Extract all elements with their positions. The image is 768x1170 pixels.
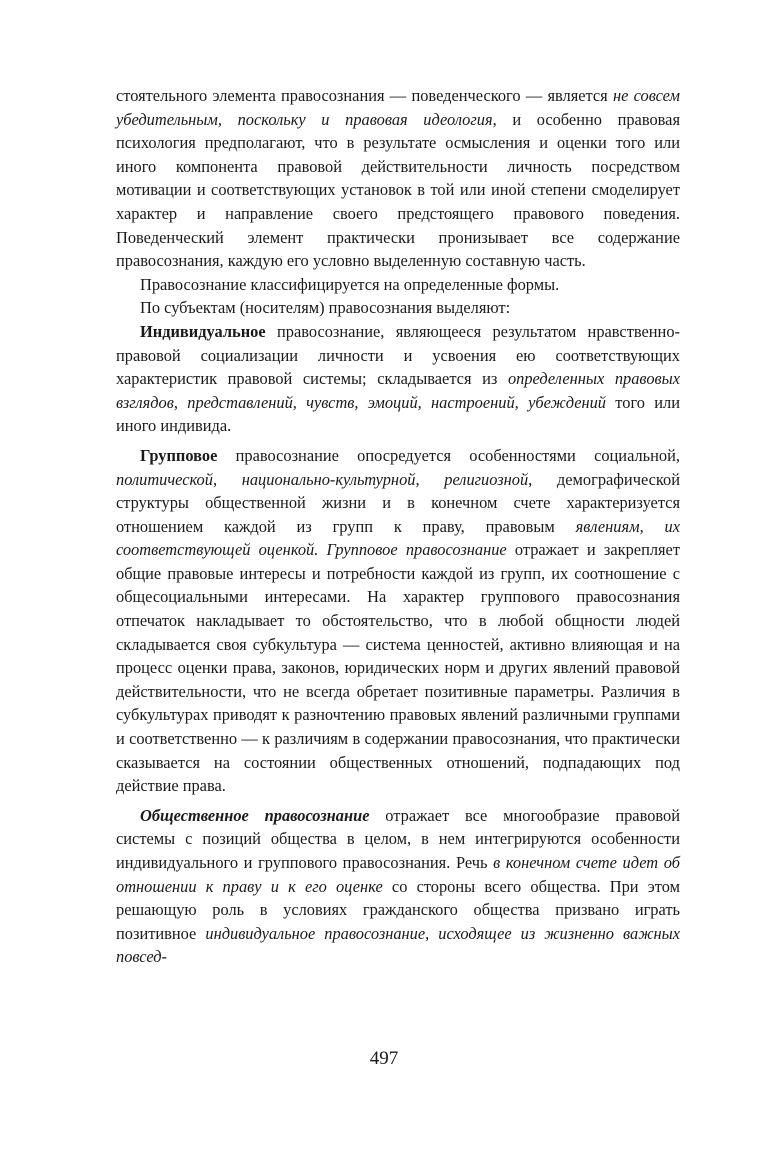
text-run: того или иного индивида.: [116, 392, 680, 436]
paragraph-public: [116, 804, 680, 969]
italic-run: политической, национально-культурной, религиозной: [116, 469, 529, 489]
paragraph-3: По субъектам (носителям) правосознания выделяют:: [140, 298, 511, 318]
page-text: [116, 84, 680, 969]
text-run: правосознание, являющееся результатом нравственно-правовой социализации личности и усвоения ею соответствующих характеристик правовой системы; складывается из: [116, 321, 680, 389]
page-number: 497: [369, 1048, 399, 1069]
term-bold: Групповое: [140, 445, 218, 465]
text-run: стоятельного элемента правосознания — поведенческого — является: [116, 86, 613, 105]
italic-run: определенных правовых взглядов, представлений, чувств, эмоций, настроений, убеждений: [116, 369, 681, 412]
text-run: отражает все многообразие правовой системы с позиций общества в целом, в нем интегрируются особенности индивидуального и группового правосознания. Речь: [116, 805, 680, 872]
italic-run: не совсем убедительным, поскольку и правовая идеология: [116, 86, 681, 129]
italic-run: индивидуальное правосознание, исходящее из жизненно важных повсед-: [116, 923, 680, 967]
text-run: , и особенно правовая психология предполагают, что в результате осмысления и оценки того или иного компонента правовой действительности личность посредством мотивации и соответствующих установок в той или иной степени смоделирует характер и направление своего предстоящего правового поведения. Поведенческий элемент практически пронизывает все содержание правосознания, каждую его условно выделенную составную часть.: [116, 109, 680, 271]
text-run: отражает и закрепляет общие правовые интересы и потребности каждой из групп, их соотношение с общесоциальными интересами. На характер группового правосознания отпечаток накладывает то обстоятельство, что в любой общности людей складывается своя субкультура — система ценностей, активно влияющая и на процесс оценки права, законов, юридических норм и других явлений правовой действительности, что не всегда обретает позитивные параметры. Различия в субкультурах приводят к разночтению правовых явлений различными группами и соответственно — к различиям в содержании правосознания, что практически сказывается на состоянии общественных отношений, подпадающих под действие права.: [116, 540, 680, 796]
paragraph-1: [116, 84, 680, 273]
text-run: со стороны всего общества. При этом решающую роль в условиях гражданского общества призвано играть позитивное: [116, 876, 680, 943]
paragraph-individual: [116, 320, 680, 438]
term-bold: Индивидуальное: [140, 321, 266, 341]
italic-run: явлениям, их соответствующей оценкой. Групповое правосознание: [116, 516, 680, 560]
text-run: правосознание опосредуется особенностями социальной,: [217, 445, 680, 465]
text-run: , демографической структуры общественной жизни и в конечном счете характеризуется отношением каждой из групп к праву, правовым: [116, 469, 680, 536]
paragraph-2: Правосознание классифицируется на определенные формы.: [140, 274, 560, 294]
term-bold-italic: Общественное правосознание: [140, 805, 370, 825]
paragraph-group: [116, 444, 680, 798]
italic-run: в конечном счете идет об отношении к праву и к его оценке: [116, 853, 680, 896]
